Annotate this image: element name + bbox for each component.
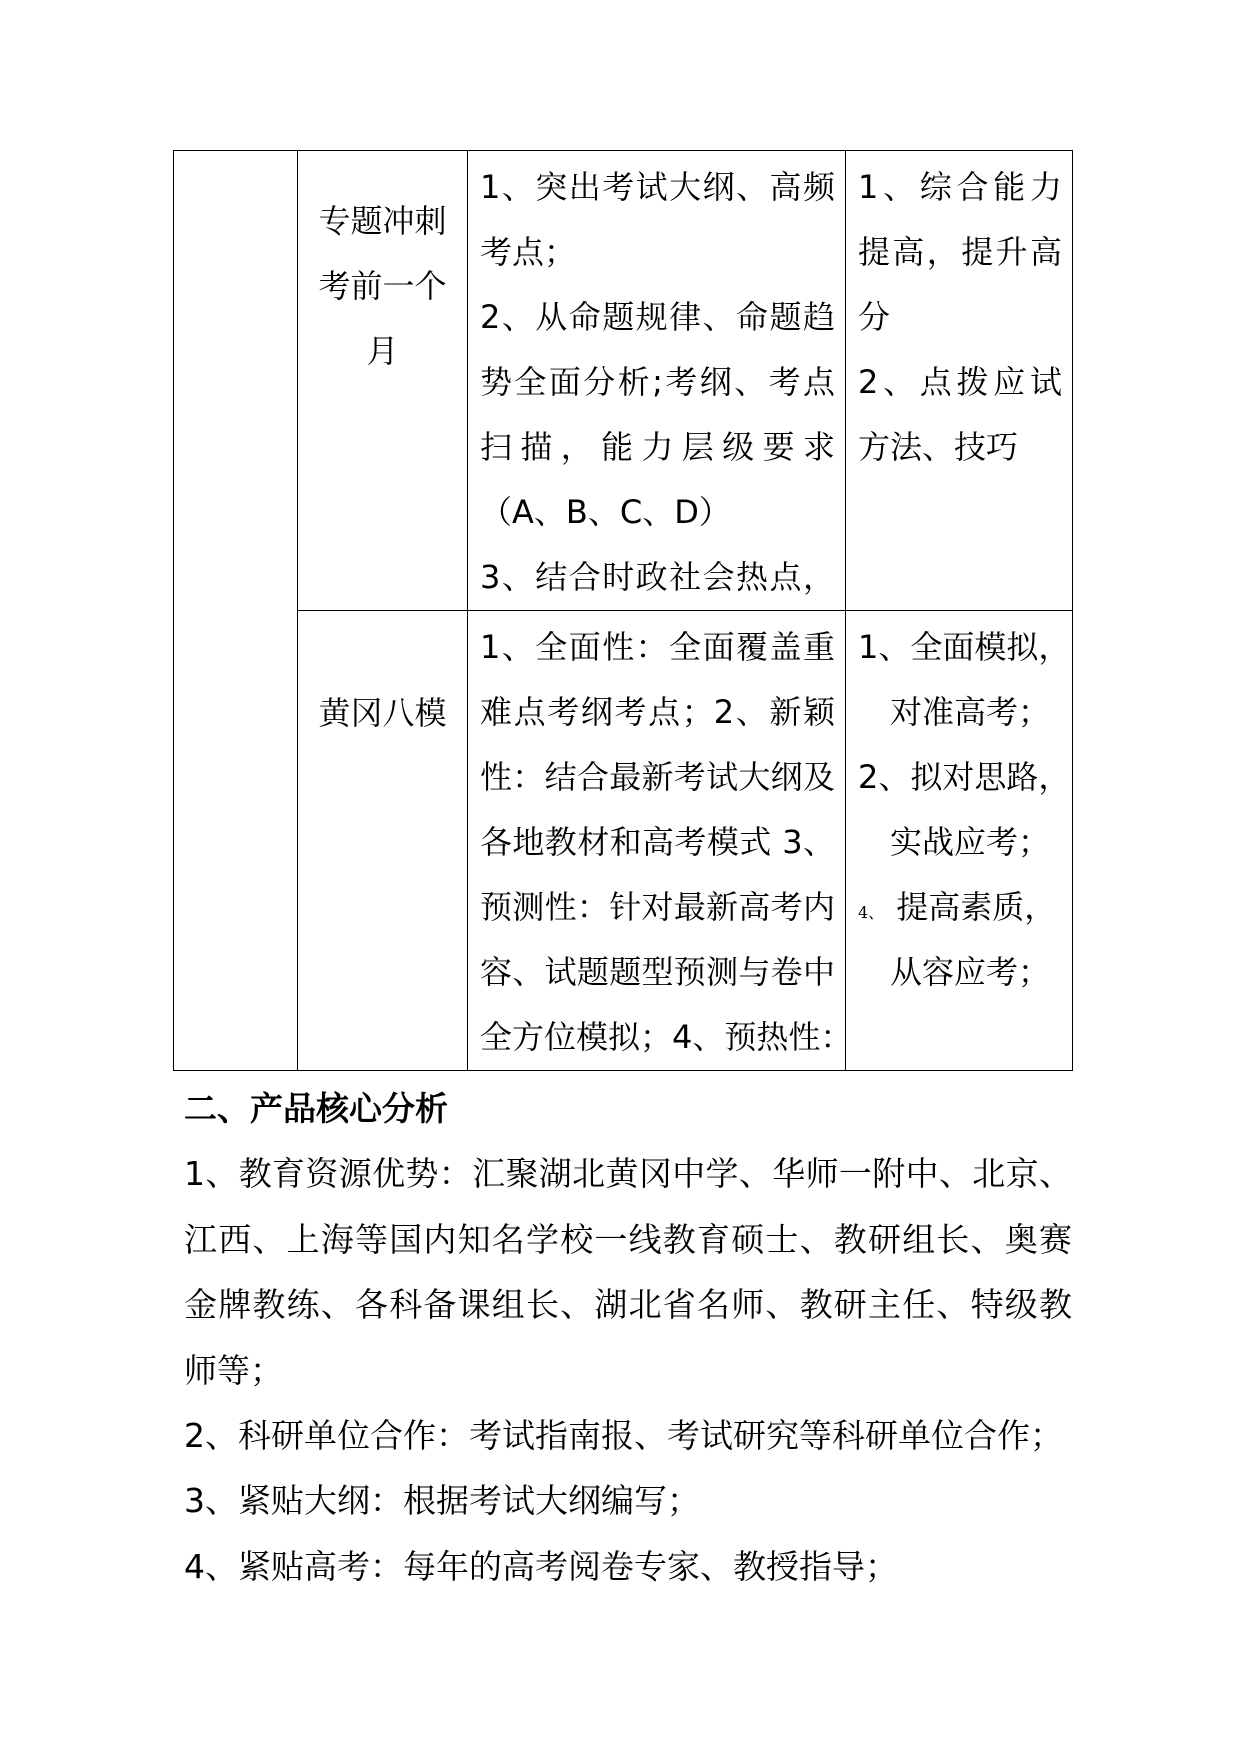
effect-item <box>858 875 1062 940</box>
effect-line: 1、综合能力 <box>858 168 1062 206</box>
content-line: 扫描，能力层级要求 <box>480 428 835 466</box>
content-line: 考点； <box>480 233 577 271</box>
content-line: 1、全面性：全面覆盖重 <box>480 628 835 666</box>
content-cell <box>468 151 846 611</box>
stage-name-cell <box>298 611 468 1071</box>
effect-line: 提高，提升高 <box>858 233 1062 271</box>
effect-item-text: 提高素质， <box>896 888 1057 926</box>
section-heading: 二、产品核心分析 <box>184 1089 448 1128</box>
content-cell <box>468 611 853 1071</box>
effect-item-continuation: 从容应考； <box>890 953 1051 991</box>
category-cell <box>174 151 298 1071</box>
content-line: 3、结合时政社会热点， <box>480 558 835 596</box>
paragraph-line: 江西、上海等国内知名学校一线教育硕士、教研组长、奥赛 <box>184 1219 1072 1259</box>
stage-name-line: 月 <box>366 332 399 370</box>
effect-cell <box>846 151 1073 611</box>
table-row <box>174 151 1073 611</box>
table-row <box>174 611 1073 1071</box>
effect-item-text: 全面模拟， <box>910 628 1071 666</box>
effect-item-number: 1、 <box>858 628 911 666</box>
content-line: 难点考纲考点；2、新颖 <box>480 693 835 731</box>
effect-item <box>858 745 1071 810</box>
effect-line: 分 <box>858 298 891 336</box>
content-line: 预测性：针对最新高考内 <box>480 888 835 926</box>
stage-name-cell <box>298 151 468 611</box>
effect-cell <box>846 611 1073 1071</box>
effect-item-number: 4、 <box>858 903 885 922</box>
content-line: 2、从命题规律、命题趋 <box>480 298 835 336</box>
paragraph-line: 3、紧贴大纲：根据考试大纲编写； <box>184 1481 700 1521</box>
content-line: 各地教材和高考模式 3、 <box>480 823 835 861</box>
stage-name-line: 黄冈八模 <box>318 694 447 732</box>
effect-item-text: 拟对思路， <box>910 758 1071 796</box>
content-line: 势全面分析;考纲、考点 <box>480 363 835 401</box>
content-line: 性：结合最新考试大纲及 <box>480 758 835 796</box>
paragraph-line: 金牌教练、各科备课组长、湖北省名师、教研主任、特级教 <box>184 1285 1072 1325</box>
stage-name-line: 考前一个 <box>318 267 447 305</box>
paragraph-line: 1、教育资源优势：汇聚湖北黄冈中学、华师一附中、北京、 <box>184 1154 1072 1194</box>
paragraph-line: 师等； <box>184 1350 283 1390</box>
effect-line: 2、点拨应试 <box>858 363 1062 401</box>
paragraph-line: 2、科研单位合作：考试指南报、考试研究等科研单位合作； <box>184 1415 1063 1455</box>
effect-item-continuation: 对准高考； <box>890 693 1051 731</box>
product-analysis-section <box>184 1076 1072 1599</box>
effect-item-continuation: 实战应考； <box>890 823 1051 861</box>
content-line: 1、突出考试大纲、高频 <box>480 168 835 206</box>
effect-item-number: 2、 <box>858 758 911 796</box>
content-line: （A、B、C、D） <box>480 493 731 531</box>
effect-line: 方法、技巧 <box>858 428 1019 466</box>
paragraph-line: 4、紧贴高考：每年的高考阅卷专家、教授指导； <box>184 1546 898 1586</box>
effect-item <box>858 615 1071 680</box>
course-table <box>173 150 1073 1071</box>
content-line: 全方位模拟；4、预热性： <box>480 1018 853 1056</box>
stage-name-line: 专题冲刺 <box>318 202 447 240</box>
content-line: 容、试题题型预测与卷中 <box>480 953 835 991</box>
